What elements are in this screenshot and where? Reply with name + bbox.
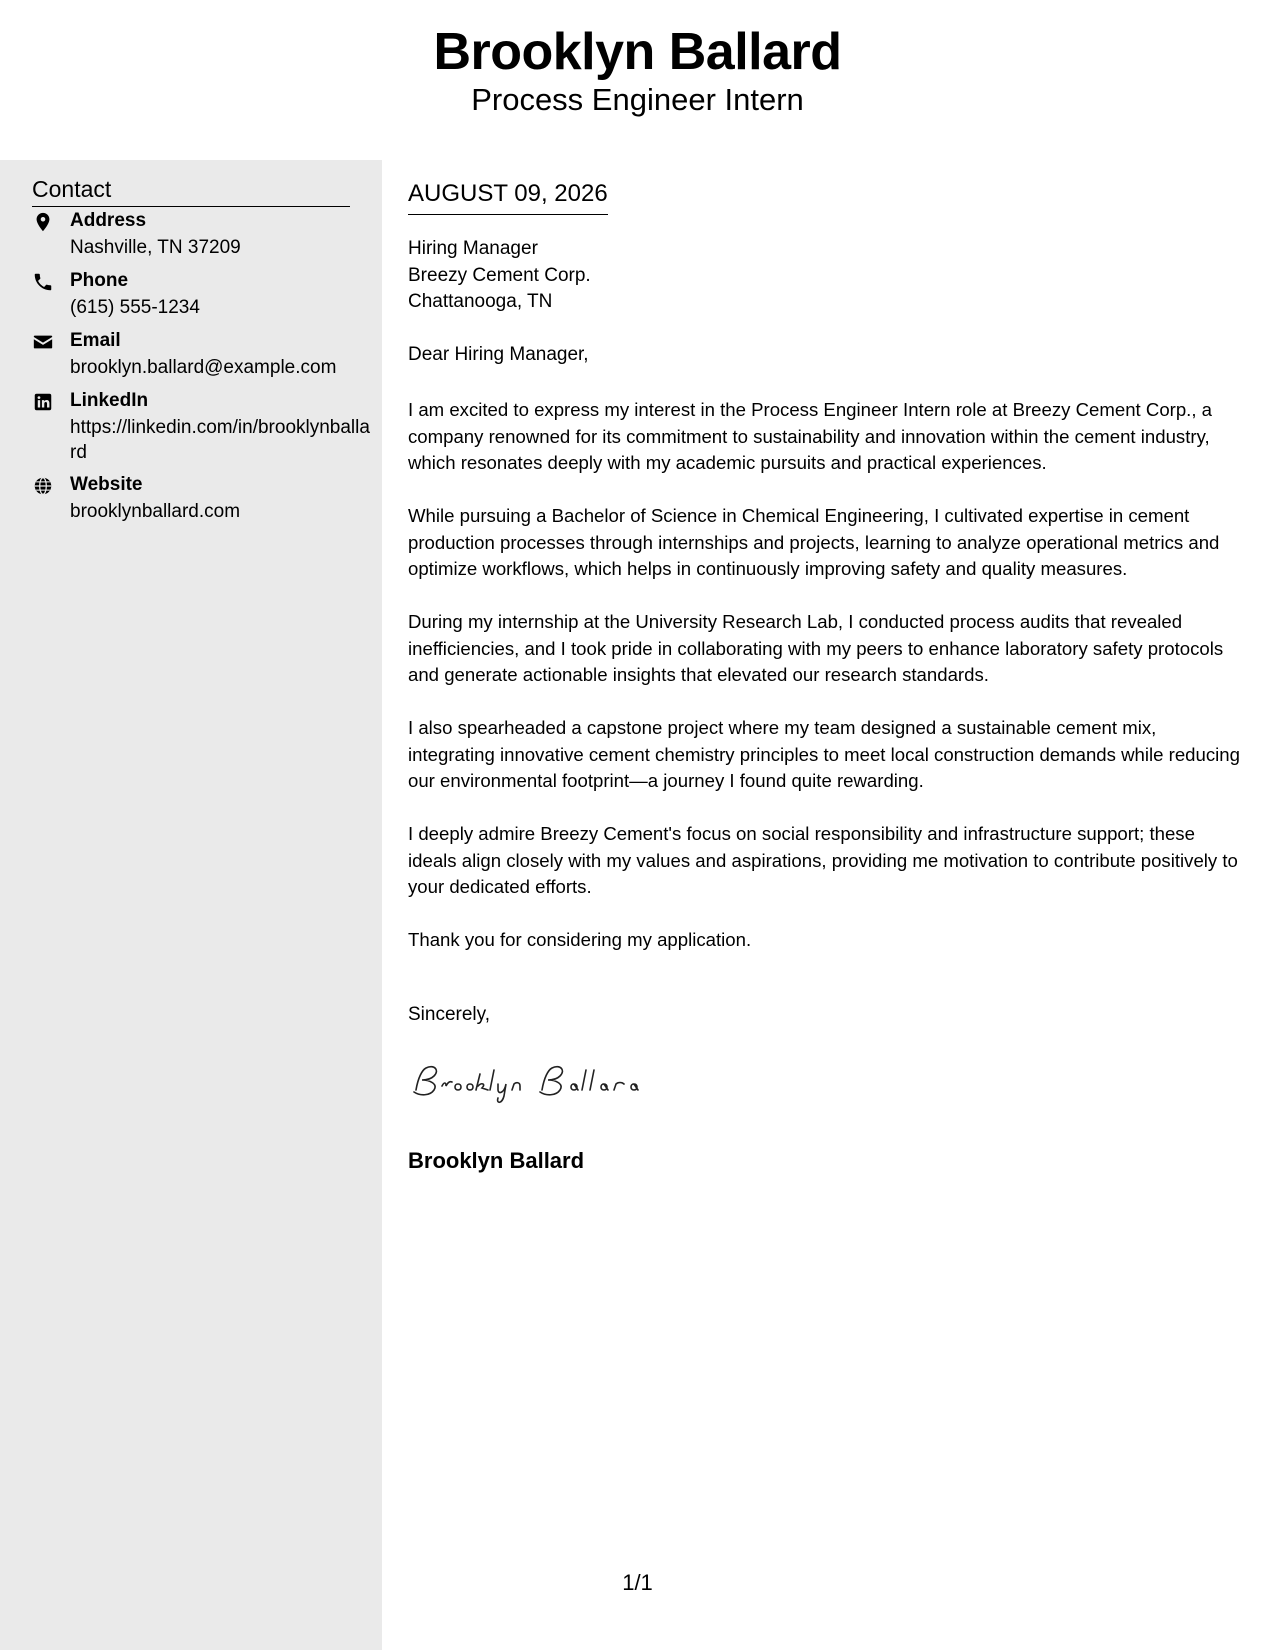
paragraph-2: While pursuing a Bachelor of Science in Chemical Engineering, I cultivated expertise in cement production processes through internships and projects, learning to analyze operational metrics and optimize workflows, which helps in continuously improving safety and quality measures. [408,505,1220,579]
recipient-name: Hiring Manager [408,238,538,259]
linkedin-value[interactable]: https://linkedin.com/in/brooklynballard [70,417,370,463]
paragraph-1: I am excited to express my interest in the Process Engineer Intern role at Breezy Cement Corp., a company renowned for its commitment to sustainability and innovation within the cement industry, which resonates deeply with my academic pursuits and practical experiences. [408,399,1213,473]
phone-label: Phone [70,270,129,291]
email-value[interactable]: brooklyn.ballard@example.com [70,357,337,378]
address-value: Nashville, TN 37209 [70,237,241,258]
closing: Sincerely, [408,1004,491,1025]
envelope-icon [32,331,54,353]
salutation: Dear Hiring Manager, [408,344,589,365]
website-label: Website [70,474,143,495]
website-value[interactable]: brooklynballard.com [70,501,241,522]
recipient-location: Chattanooga, TN [408,291,553,312]
paragraph-5: I deeply admire Breezy Cement's focus on social responsibility and infrastructure support; these ideals align closely with my values and aspirations, providing me motivation to contribute positively to your dedicated efforts. [408,823,1238,897]
applicant-name: Brooklyn Ballard [433,23,842,81]
job-title: Process Engineer Intern [471,82,804,117]
paragraph-3: During my internship at the University Research Lab, I conducted process audits that revealed inefficiencies, and I took pride in collaborating with my peers to enhance laboratory safety protocols and generate actionable insights that elevated our research standards. [408,611,1224,685]
signed-name: Brooklyn Ballard [408,1148,585,1173]
handwritten-signature [408,1056,678,1110]
contact-sidebar [0,160,382,1650]
page-number: 1/1 [622,1570,653,1595]
paragraph-4: I also spearheaded a capstone project where my team designed a sustainable cement mix, integrating innovative cement chemistry principles to meet local construction demands while reducing our environmental footprint—a journey I found quite rewarding. [408,717,1240,791]
linkedin-icon [32,391,54,413]
letter-header [0,0,1275,160]
letter-date: AUGUST 09, 2026 [408,180,608,215]
recipient-block [408,236,591,316]
recipient-company: Breezy Cement Corp. [408,264,591,286]
paragraph-6: Thank you for considering my application. [408,929,752,950]
phone-icon [32,271,54,293]
contact-heading: Contact [32,176,350,207]
globe-icon [32,475,54,497]
map-pin-icon [32,211,54,233]
address-label: Address [70,210,147,231]
phone-value: (615) 555-1234 [70,297,200,318]
linkedin-label: LinkedIn [70,390,149,411]
email-label: Email [70,330,121,351]
